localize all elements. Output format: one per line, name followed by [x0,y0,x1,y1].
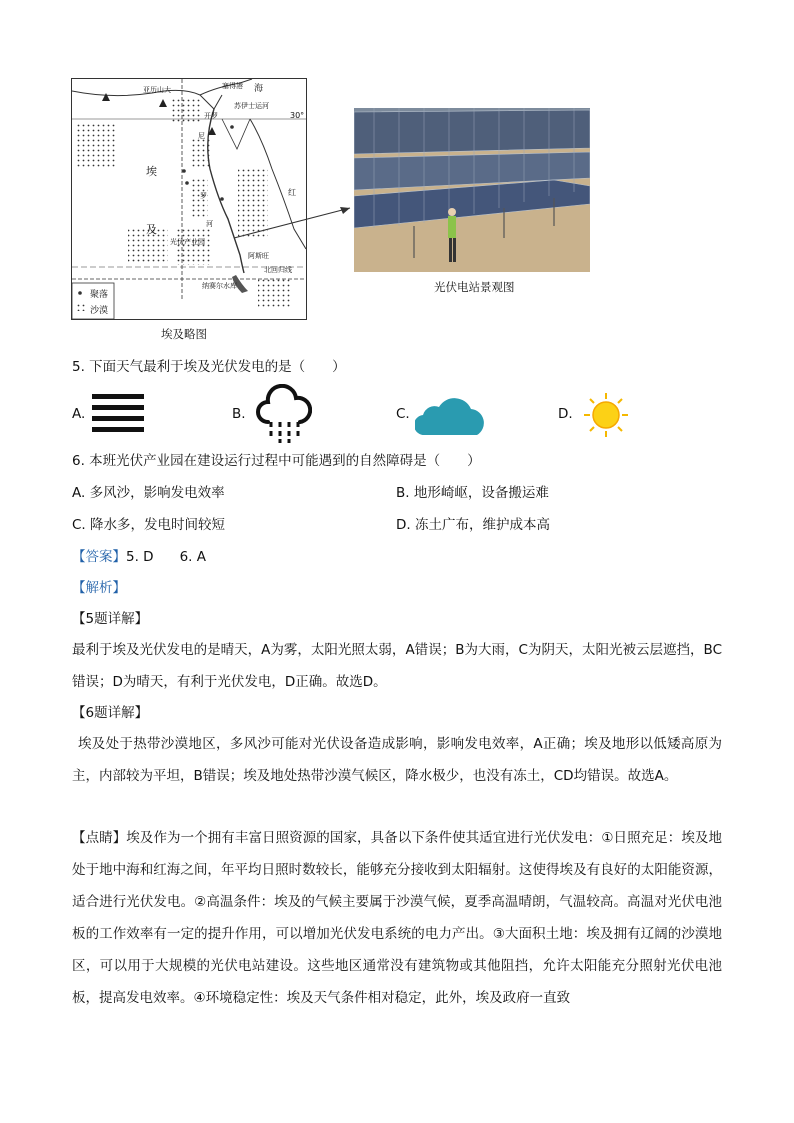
map-label-cairo: 开罗 [204,112,218,120]
photo-caption: 光伏电站景观图 [434,280,515,294]
legend-desert: 沙漠 [90,306,109,316]
heavy-rain-icon [256,384,312,448]
q5-option-d-letter: D. [558,406,573,422]
answer-6: 6. A [179,549,206,565]
map-label-egypt-2: 及 [146,223,157,236]
detail6-text: 埃及处于热带沙漠地区，多风沙可能对光伏设备造成影响，影响发电效率，A正确；埃及地形以低矮高原为主，内部较为平坦，B错误；埃及地处热带沙漠气候区，降水极少，也没有冻土，CD均错误。故选A。 [72,736,722,784]
answer-label: 【答案】 [72,549,126,565]
egypt-map [71,78,307,320]
map-label-luo: 罗 [200,192,207,200]
fog-icon [92,394,146,438]
map-label-lake-nasser: 纳赛尔水库 [202,282,237,290]
pv-station-drawing [354,108,590,272]
detail5-text: 最利于埃及光伏发电的是晴天，A为雾，太阳光照太弱，A错误；B为大雨，C为阴天，太阳光被云层遮挡，BC错误；D为晴天，有利于光伏发电，D正确。故选D。 [72,642,722,690]
q5-option-c-letter: C. [396,406,410,422]
tip-paragraph [72,822,722,1014]
q5-option-a-letter: A. [72,406,86,422]
q6-stem: 6. 本班光伏产业园在建设运行过程中可能遇到的自然障碍是（ ） [72,453,481,469]
cloudy-icon [415,393,487,441]
detail5-title: 【5题详解】 [72,611,149,627]
map-label-port-said: 塞得港 [222,82,243,90]
q6-option-b: B. 地形崎岖，设备搬运难 [396,485,549,501]
pv-station-photo [354,108,590,272]
q6-option-a: A. 多风沙，影响发电效率 [72,485,225,501]
map-label-egypt-1: 埃 [146,165,157,178]
map-label-lat30: 30° [290,111,305,120]
sunny-icon [580,391,632,443]
map-label-tropic: 北回归线 [264,266,292,274]
tip-text: 埃及作为一个拥有丰富日照资源的国家，具备以下条件使其适宜进行光伏发电：①日照充足：埃及地处于地中海和红海之间，年平均日照时数较长，能够充分接收到太阳辐射。这使得埃及有良好的太阳能资源，适合进行光伏发电。②高温条件：埃及的气候主要属于沙漠气候，夏季高温晴朗，气温较高。高温对光伏电池板的工作效率有一定的提升作用，可以增加光伏发电系统的电力产出。③大面积土地：埃及拥有辽阔的沙漠地区，可以用于大规模的光伏电站建设。这些地区通常没有建筑物或其他阻挡，允许太阳能充分照射光伏电池板，提高发电效率。④环境稳定性：埃及天气条件相对稳定，此外，埃及政府一直致 [72,830,723,1006]
map-label-hong: 红 [288,188,296,197]
q6-option-c: C. 降水多，发电时间较短 [72,517,226,533]
map-label-aswan: 阿斯旺 [248,252,269,260]
answer-5: 5. D [126,549,154,565]
egypt-map-drawing [72,79,306,319]
answer-line [72,547,206,567]
map-label-sea: 海 [254,84,264,94]
pointer-arrow [230,200,360,250]
map-label-he: 河 [206,220,213,228]
map-label-alexandria: 亚历山大 [143,86,171,94]
map-label-suez-canal: 苏伊士运河 [234,102,269,110]
q6-option-d: D. 冻土广布，维护成本高 [396,517,550,533]
q5-option-b-letter: B. [232,406,246,422]
q5-stem: 5. 下面天气最利于埃及光伏发电的是（ ） [72,359,346,375]
detail6-title: 【6题详解】 [72,705,149,721]
legend-settlement: 聚落 [90,290,109,300]
tip-label: 【点睛】 [72,830,127,846]
map-label-ni: 尼 [198,132,205,140]
analysis-label: 【解析】 [72,580,126,596]
map-label-pv-park: 光伏产业园 [170,238,205,246]
map-caption: 埃及略图 [161,327,207,341]
